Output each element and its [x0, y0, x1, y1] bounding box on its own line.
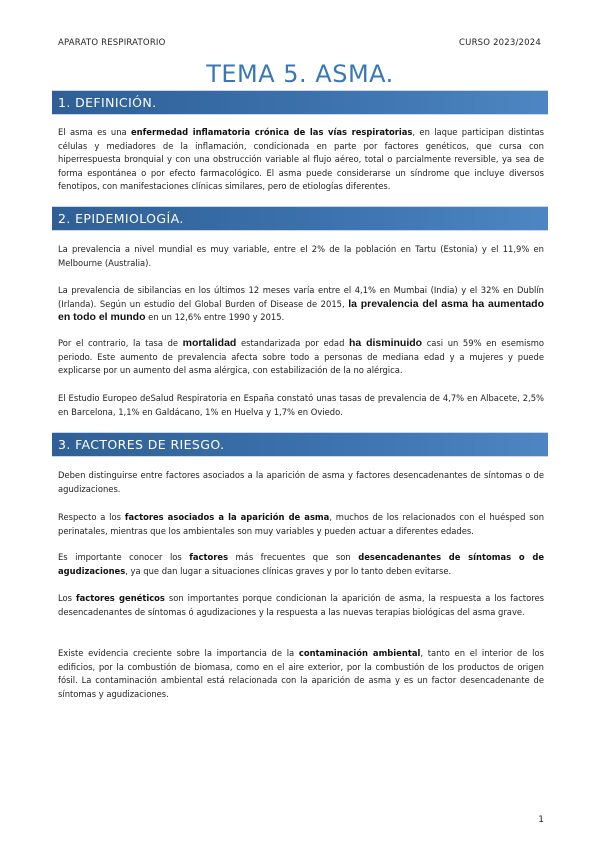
epidemiology-paragraph-3 — [58, 337, 544, 378]
text-run: Por el contrario, la tasa de — [58, 338, 183, 348]
text-run: Existe evidencia creciente sobre la importancia de la — [58, 648, 299, 658]
text-run: Respecto a los — [58, 512, 125, 522]
section-heading-definicion — [52, 90, 548, 115]
risk-paragraph-5 — [58, 647, 544, 701]
page-title: TEMA 5. ASMA. — [206, 60, 394, 88]
bold-run: contaminación ambiental — [298, 648, 421, 658]
bold-run: factores genéticos — [75, 593, 165, 603]
text-run: más frecuentes que son — [228, 552, 359, 562]
text-run: en un 12,6% entre 1990 y 2015. — [145, 312, 285, 322]
risk-paragraph-2 — [58, 511, 544, 538]
section-heading-label: 2. EPIDEMIOLOGÍA. — [58, 211, 184, 226]
running-header-year: CURSO 2023/2024 — [459, 38, 541, 48]
bold-run: mortalidad — [182, 337, 237, 349]
bold-run: la prevalencia del asma ha aumentado en todo el mundo — [58, 297, 544, 323]
text-run: El asma es una — [58, 127, 131, 137]
epidemiology-paragraph-2 — [58, 284, 544, 325]
page-number: 1 — [538, 815, 544, 825]
text-run: estandarizada por edad — [236, 338, 349, 348]
epidemiology-paragraph-1: La prevalencia a nivel mundial es muy variable, entre el 2% de la población en Tartu (Estonia) y el 11,9% en Melbourne (Australia). — [58, 244, 544, 268]
section-heading-epidemiologia — [52, 206, 548, 231]
bold-run: enfermedad inflamatoria crónica de las vías respiratorias — [131, 127, 413, 137]
risk-paragraph-1: Deben distinguirse entre factores asociados a la aparición de asma y factores desencadenantes de síntomas o de agudizaciones. — [58, 470, 544, 494]
bold-run: factores — [189, 552, 229, 562]
text-run: , tanto en el interior de los edificios, por la combustión de biomasa, como en el aire exterior, por la combustión de los productos de origen fósil. La contaminación ambiental está relacionada con la aparición de asma y es un factor desencadenante de síntomas y agudizaciones. — [58, 648, 544, 699]
text-run: , ya que dan lugar a situaciones clínicas graves y por lo tanto deben evitarse. — [125, 565, 452, 576]
section-heading-factores-riesgo — [52, 432, 548, 457]
text-run: , en laque participan distintas células y mediadores de la inflamación, condicionada en parte por factores genéticos, que cursa con hiperrespuesta bronquial y con una obstrucción variable al flujo aéreo, total o parcialmente reversible, ya sea de forma espontánea o por efecto farmacológico. El asma puede considerarse un síndrome que incluye diversos fenotipos, con manifestaciones clínicas similares, pero de etiologías diferentes. — [58, 127, 544, 191]
running-header-course: APARATO RESPIRATORIO — [58, 38, 166, 48]
bold-run: ha disminuido — [348, 337, 423, 349]
definition-paragraph — [58, 126, 544, 194]
text-run: , muchos de los relacionados con el huésped son perinatales, mientras que los ambientales son muy variables y pueden actuar a diferentes edades. — [58, 512, 544, 536]
section-heading-label: 1. DEFINICIÓN. — [58, 95, 157, 110]
text-run: son importantes porque condicionan la aparición de asma, la respuesta a los factores desencadenantes de síntomas ó agudizaciones y la respuesta a las nuevas terapias biológicas del asma grave. — [58, 593, 544, 617]
section-heading-label: 3. FACTORES DE RIESGO. — [58, 437, 225, 452]
text-run: Es importante conocer los — [58, 552, 190, 562]
risk-paragraph-3 — [58, 551, 544, 578]
text-run: Los — [58, 593, 76, 603]
epidemiology-paragraph-4: El Estudio Europeo deSalud Respiratoria en España constató unas tasas de prevalencia de 4,7% en Albacete, 2,5% en Barcelona, 1,1% en Galdácano, 1% en Huelva y 1,7% en Oviedo. — [58, 393, 544, 417]
bold-run: desencadenantes de síntomas o de agudizaciones — [58, 552, 545, 576]
bold-run: factores asociados a la aparición de asma — [124, 512, 330, 522]
text-run: casi un 59% en esemismo periodo. Este aumento de prevalencia afecta sobre todo a personas de mediana edad y a mujeres y puede explicarse por un aumento del asma alérgica, con estabilización de la no alérgica. — [58, 338, 544, 375]
text-run: La prevalencia de sibilancias en los últimos 12 meses varía entre el 4,1% en Mumbai (India) y el 32% en Dublín (Irlanda). Según un estudio del Global Burden of Disease de 2015, — [58, 285, 544, 309]
risk-paragraph-4 — [58, 592, 544, 619]
